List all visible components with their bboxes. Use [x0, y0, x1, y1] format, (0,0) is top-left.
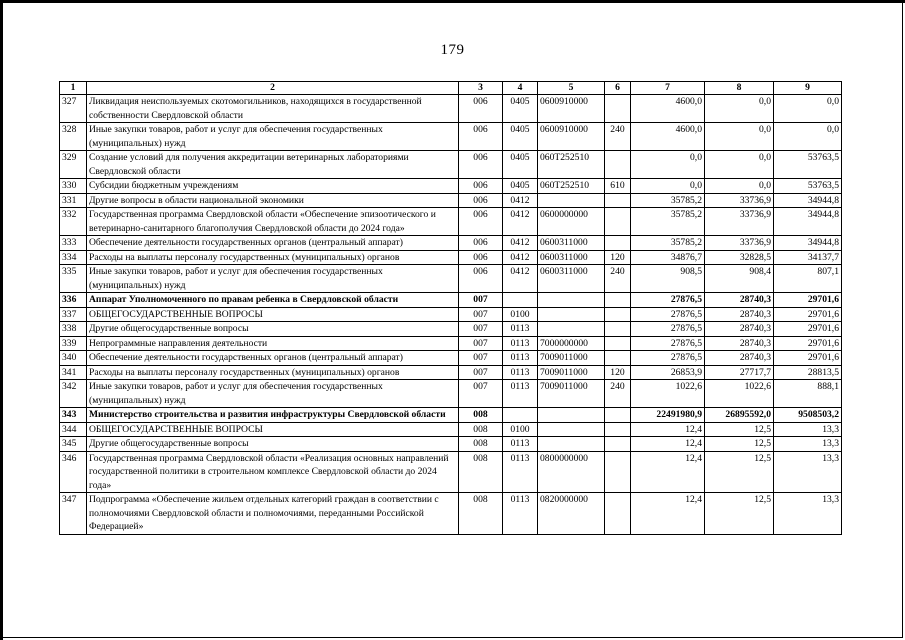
- row-name: Ликвидация неиспользуемых скотомогильников, находящихся в государственной собственности Свердловской области: [87, 95, 459, 123]
- row-number: 341: [60, 365, 87, 380]
- column-header: 7: [631, 82, 705, 95]
- chapter-code: 006: [459, 179, 503, 194]
- row-number: 343: [60, 408, 87, 423]
- row-number: 339: [60, 336, 87, 351]
- amount-col-7: 35785,2: [631, 208, 705, 236]
- row-number: 337: [60, 307, 87, 322]
- expense-type-code: [605, 437, 631, 452]
- chapter-code: 007: [459, 322, 503, 337]
- expense-type-code: [605, 493, 631, 535]
- expense-type-code: [605, 351, 631, 366]
- amount-col-9: 29701,6: [774, 322, 842, 337]
- row-name: ОБЩЕГОСУДАРСТВЕННЫЕ ВОПРОСЫ: [87, 422, 459, 437]
- target-article-code: 0600311000: [538, 265, 605, 293]
- row-name: Министерство строительства и развития инфраструктуры Свердловской области: [87, 408, 459, 423]
- page-number: 179: [440, 42, 465, 58]
- section-code: 0113: [503, 351, 538, 366]
- amount-col-9: 29701,6: [774, 307, 842, 322]
- column-header: 9: [774, 82, 842, 95]
- row-number: 335: [60, 265, 87, 293]
- target-article-code: [538, 408, 605, 423]
- table-row: [60, 380, 842, 408]
- chapter-code: 006: [459, 250, 503, 265]
- amount-col-9: 53763,5: [774, 151, 842, 179]
- row-name: Расходы на выплаты персоналу государственных (муниципальных) органов: [87, 365, 459, 380]
- amount-col-7: 22491980,9: [631, 408, 705, 423]
- amount-col-7: 12,4: [631, 451, 705, 493]
- target-article-code: [538, 437, 605, 452]
- row-number: 344: [60, 422, 87, 437]
- amount-col-8: 28740,3: [705, 293, 774, 308]
- expense-type-code: 240: [605, 123, 631, 151]
- section-code: [503, 408, 538, 423]
- amount-col-8: 0,0: [705, 95, 774, 123]
- expense-type-code: 120: [605, 365, 631, 380]
- row-name: Обеспечение деятельности государственных органов (центральный аппарат): [87, 236, 459, 251]
- row-name: Обеспечение деятельности государственных органов (центральный аппарат): [87, 351, 459, 366]
- amount-col-8: 28740,3: [705, 307, 774, 322]
- amount-col-8: 12,5: [705, 451, 774, 493]
- row-number: 346: [60, 451, 87, 493]
- amount-col-8: 1022,6: [705, 380, 774, 408]
- amount-col-9: 0,0: [774, 95, 842, 123]
- amount-col-9: 13,3: [774, 422, 842, 437]
- amount-col-9: 888,1: [774, 380, 842, 408]
- expense-type-code: [605, 322, 631, 337]
- row-name: Субсидии бюджетным учреждениям: [87, 179, 459, 194]
- chapter-code: 007: [459, 336, 503, 351]
- amount-col-9: 29701,6: [774, 293, 842, 308]
- target-article-code: 0600311000: [538, 250, 605, 265]
- row-name: Создание условий для получения аккредитации ветеринарных лабораториями Свердловской области: [87, 151, 459, 179]
- expense-type-code: [605, 236, 631, 251]
- table-row: [60, 95, 842, 123]
- amount-col-9: 13,3: [774, 493, 842, 535]
- amount-col-8: 28740,3: [705, 322, 774, 337]
- section-code: 0412: [503, 193, 538, 208]
- amount-col-7: 26853,9: [631, 365, 705, 380]
- row-name: Подпрограмма «Обеспечение жильем отдельных категорий граждан в соответствии с полномочиями Свердловской области и полномочиями, переданными Российской Федерацией»: [87, 493, 459, 535]
- row-name: Государственная программа Свердловской области «Реализация основных направлений государственной политики в строительном комплексе Свердловской области до 2024 года»: [87, 451, 459, 493]
- amount-col-9: 13,3: [774, 437, 842, 452]
- section-code: 0113: [503, 437, 538, 452]
- table-row: [60, 151, 842, 179]
- section-code: 0113: [503, 365, 538, 380]
- chapter-code: 007: [459, 293, 503, 308]
- amount-col-9: 28813,5: [774, 365, 842, 380]
- scan-edge-left: [0, 0, 3, 640]
- amount-col-7: 27876,5: [631, 322, 705, 337]
- row-number: 345: [60, 437, 87, 452]
- section-code: 0412: [503, 208, 538, 236]
- scan-edge-top: [0, 0, 905, 3]
- amount-col-9: 807,1: [774, 265, 842, 293]
- amount-col-8: 12,5: [705, 493, 774, 535]
- table-row: [60, 365, 842, 380]
- row-name: Другие общегосударственные вопросы: [87, 437, 459, 452]
- chapter-code: 007: [459, 307, 503, 322]
- target-article-code: 0600910000: [538, 123, 605, 151]
- amount-col-7: 35785,2: [631, 236, 705, 251]
- expense-type-code: [605, 208, 631, 236]
- target-article-code: [538, 322, 605, 337]
- row-name: Иные закупки товаров, работ и услуг для обеспечения государственных (муниципальных) нужд: [87, 265, 459, 293]
- amount-col-9: 29701,6: [774, 336, 842, 351]
- table-row: [60, 422, 842, 437]
- row-number: 331: [60, 193, 87, 208]
- amount-col-9: 34944,8: [774, 236, 842, 251]
- chapter-code: 006: [459, 151, 503, 179]
- column-header: 2: [87, 82, 459, 95]
- table-row: [60, 451, 842, 493]
- amount-col-7: 0,0: [631, 179, 705, 194]
- section-code: 0100: [503, 422, 538, 437]
- chapter-code: 006: [459, 236, 503, 251]
- expense-type-code: [605, 193, 631, 208]
- amount-col-8: 33736,9: [705, 193, 774, 208]
- column-header: 5: [538, 82, 605, 95]
- row-number: 342: [60, 380, 87, 408]
- amount-col-7: 12,4: [631, 437, 705, 452]
- amount-col-7: 35785,2: [631, 193, 705, 208]
- table-row: [60, 193, 842, 208]
- section-code: 0405: [503, 123, 538, 151]
- amount-col-8: 33736,9: [705, 208, 774, 236]
- target-article-code: 0800000000: [538, 451, 605, 493]
- table-row: [60, 208, 842, 236]
- amount-col-9: 53763,5: [774, 179, 842, 194]
- chapter-code: 008: [459, 408, 503, 423]
- row-name: Аппарат Уполномоченного по правам ребенка в Свердловской области: [87, 293, 459, 308]
- target-article-code: 7000000000: [538, 336, 605, 351]
- section-code: 0412: [503, 236, 538, 251]
- expense-type-code: 610: [605, 179, 631, 194]
- table-row: [60, 307, 842, 322]
- target-article-code: 060Т252510: [538, 179, 605, 194]
- table-row: [60, 408, 842, 423]
- table-row: [60, 265, 842, 293]
- row-name: ОБЩЕГОСУДАРСТВЕННЫЕ ВОПРОСЫ: [87, 307, 459, 322]
- column-header: 6: [605, 82, 631, 95]
- chapter-code: 006: [459, 265, 503, 293]
- column-header: 1: [60, 82, 87, 95]
- section-code: 0113: [503, 451, 538, 493]
- amount-col-9: 9508503,2: [774, 408, 842, 423]
- amount-col-8: 28740,3: [705, 351, 774, 366]
- expense-type-code: [605, 293, 631, 308]
- section-code: 0412: [503, 250, 538, 265]
- expense-type-code: [605, 151, 631, 179]
- expense-type-code: [605, 307, 631, 322]
- amount-col-9: 13,3: [774, 451, 842, 493]
- target-article-code: 0600000000: [538, 208, 605, 236]
- amount-col-7: 4600,0: [631, 95, 705, 123]
- expense-type-code: 240: [605, 380, 631, 408]
- target-article-code: 060Т252510: [538, 151, 605, 179]
- chapter-code: 008: [459, 451, 503, 493]
- target-article-code: [538, 307, 605, 322]
- row-number: 336: [60, 293, 87, 308]
- section-code: 0113: [503, 336, 538, 351]
- amount-col-9: 34944,8: [774, 208, 842, 236]
- section-code: 0100: [503, 307, 538, 322]
- target-article-code: 7009011000: [538, 351, 605, 366]
- amount-col-8: 908,4: [705, 265, 774, 293]
- row-number: 330: [60, 179, 87, 194]
- amount-col-7: 908,5: [631, 265, 705, 293]
- row-number: 347: [60, 493, 87, 535]
- amount-col-8: 32828,5: [705, 250, 774, 265]
- section-code: 0113: [503, 493, 538, 535]
- row-name: Государственная программа Свердловской области «Обеспечение эпизоотического и ветеринарно-санитарного благополучия Свердловской области до 2024 года»: [87, 208, 459, 236]
- chapter-code: 006: [459, 208, 503, 236]
- row-number: 329: [60, 151, 87, 179]
- table-row: [60, 236, 842, 251]
- table-row: [60, 293, 842, 308]
- amount-col-7: 4600,0: [631, 123, 705, 151]
- amount-col-7: 34876,7: [631, 250, 705, 265]
- section-code: 0113: [503, 380, 538, 408]
- chapter-code: 008: [459, 437, 503, 452]
- column-header: 8: [705, 82, 774, 95]
- amount-col-8: 0,0: [705, 179, 774, 194]
- table-row: [60, 322, 842, 337]
- amount-col-9: 29701,6: [774, 351, 842, 366]
- target-article-code: 0600311000: [538, 236, 605, 251]
- chapter-code: 006: [459, 193, 503, 208]
- column-header: 4: [503, 82, 538, 95]
- target-article-code: [538, 422, 605, 437]
- chapter-code: 007: [459, 365, 503, 380]
- table-header-row: [60, 82, 842, 95]
- amount-col-8: 33736,9: [705, 236, 774, 251]
- amount-col-7: 27876,5: [631, 351, 705, 366]
- amount-col-8: 12,5: [705, 422, 774, 437]
- row-name: Иные закупки товаров, работ и услуг для обеспечения государственных (муниципальных) нужд: [87, 123, 459, 151]
- amount-col-8: 12,5: [705, 437, 774, 452]
- budget-table: [59, 81, 842, 535]
- expense-type-code: [605, 422, 631, 437]
- chapter-code: 007: [459, 380, 503, 408]
- row-number: 327: [60, 95, 87, 123]
- section-code: 0113: [503, 322, 538, 337]
- table-body: [60, 95, 842, 535]
- amount-col-9: 0,0: [774, 123, 842, 151]
- expense-type-code: [605, 95, 631, 123]
- target-article-code: 0820000000: [538, 493, 605, 535]
- row-number: 334: [60, 250, 87, 265]
- target-article-code: 7009011000: [538, 380, 605, 408]
- table-row: [60, 351, 842, 366]
- section-code: 0405: [503, 151, 538, 179]
- target-article-code: [538, 293, 605, 308]
- chapter-code: 007: [459, 351, 503, 366]
- column-header: 3: [459, 82, 503, 95]
- target-article-code: 7009011000: [538, 365, 605, 380]
- row-name: Другие общегосударственные вопросы: [87, 322, 459, 337]
- row-name: Другие вопросы в области национальной экономики: [87, 193, 459, 208]
- row-number: 333: [60, 236, 87, 251]
- chapter-code: 008: [459, 493, 503, 535]
- amount-col-8: 26895592,0: [705, 408, 774, 423]
- table-row: [60, 336, 842, 351]
- expense-type-code: [605, 336, 631, 351]
- target-article-code: [538, 193, 605, 208]
- amount-col-7: 0,0: [631, 151, 705, 179]
- amount-col-7: 12,4: [631, 422, 705, 437]
- amount-col-8: 27717,7: [705, 365, 774, 380]
- section-code: 0405: [503, 95, 538, 123]
- table-row: [60, 123, 842, 151]
- amount-col-7: 12,4: [631, 493, 705, 535]
- expense-type-code: 240: [605, 265, 631, 293]
- amount-col-9: 34137,7: [774, 250, 842, 265]
- row-number: 340: [60, 351, 87, 366]
- chapter-code: 006: [459, 123, 503, 151]
- chapter-code: 008: [459, 422, 503, 437]
- table-row: [60, 179, 842, 194]
- table-row: [60, 250, 842, 265]
- row-name: Непрограммные направления деятельности: [87, 336, 459, 351]
- amount-col-9: 34944,8: [774, 193, 842, 208]
- target-article-code: 0600910000: [538, 95, 605, 123]
- chapter-code: 006: [459, 95, 503, 123]
- row-name: Расходы на выплаты персоналу государственных (муниципальных) органов: [87, 250, 459, 265]
- section-code: 0405: [503, 179, 538, 194]
- row-number: 332: [60, 208, 87, 236]
- section-code: 0412: [503, 265, 538, 293]
- expense-type-code: [605, 451, 631, 493]
- amount-col-8: 0,0: [705, 123, 774, 151]
- amount-col-7: 27876,5: [631, 307, 705, 322]
- expense-type-code: [605, 408, 631, 423]
- row-number: 338: [60, 322, 87, 337]
- table-row: [60, 493, 842, 535]
- amount-col-7: 1022,6: [631, 380, 705, 408]
- amount-col-8: 28740,3: [705, 336, 774, 351]
- amount-col-7: 27876,5: [631, 336, 705, 351]
- row-number: 328: [60, 123, 87, 151]
- row-name: Иные закупки товаров, работ и услуг для обеспечения государственных (муниципальных) нужд: [87, 380, 459, 408]
- table-row: [60, 437, 842, 452]
- section-code: [503, 293, 538, 308]
- amount-col-7: 27876,5: [631, 293, 705, 308]
- amount-col-8: 0,0: [705, 151, 774, 179]
- expense-type-code: 120: [605, 250, 631, 265]
